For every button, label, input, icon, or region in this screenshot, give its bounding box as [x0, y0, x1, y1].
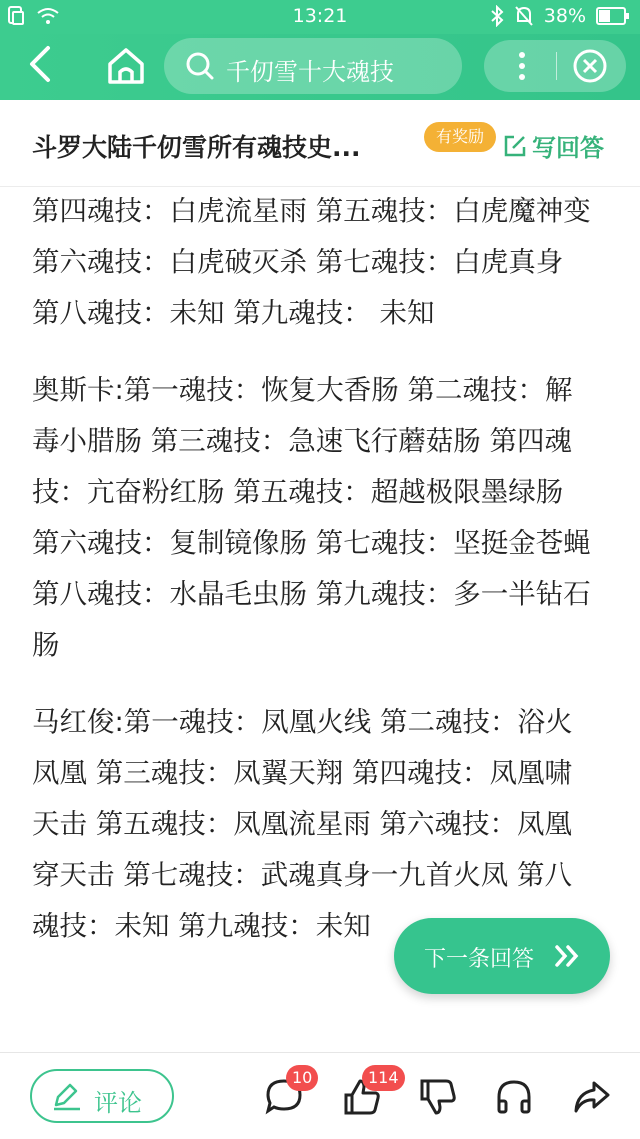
home-icon[interactable] [104, 46, 148, 86]
dislike-icon[interactable] [418, 1077, 458, 1117]
next-answer-button[interactable] [394, 918, 610, 994]
answer-paragraph: 第四魂技：白虎流星雨 第五魂技：白虎魔神变 第六魂技：白虎破灭杀 第七魂技：白虎真身 第八魂技：未知 第九魂技： 未知 [32, 195, 591, 329]
clock: 13:21 [292, 5, 348, 27]
mute-bell-icon [514, 5, 534, 27]
search-icon [186, 52, 214, 80]
headphones-icon[interactable] [494, 1077, 534, 1117]
bottom-bar [0, 1052, 640, 1139]
write-answer-label: 写回答 [532, 134, 604, 162]
answer-paragraph: 奥斯卡:第一魂技：恢复大香肠 第二魂技：解毒小腊肠 第三魂技：急速飞行蘑菇肠 第四魂技：亢奋粉红肠 第五魂技：超越极限墨绿肠 第六魂技：复制镜像肠 第七魂技：坚挺金苍蝇 第八魂技：水晶毛虫肠 第九魂技：多一半钻石肠 [32, 374, 591, 661]
comment-button[interactable] [30, 1069, 174, 1123]
comment-label: 评论 [94, 1089, 142, 1117]
search-query[interactable]: 千仞雪十大魂技 [226, 58, 394, 86]
comment-count-badge: 10 [286, 1065, 318, 1091]
next-answer-label: 下一条回答 [424, 947, 535, 972]
battery-percent: 38% [543, 5, 586, 27]
answer-paragraph: 马红俊:第一魂技：凤凰火线 第二魂技：浴火凤凰 第三魂技：凤翼天翔 第四魂技：凤凰啸天击 第五魂技：凤凰流星雨 第六魂技：凤凰穿天击 第七魂技：武魂真身一九首火凤 第八魂技：未知 第九魂技：未知 [32, 706, 573, 942]
like-count-badge: 114 [362, 1065, 405, 1091]
nav-bar [0, 34, 640, 100]
double-chevron-icon [554, 944, 580, 968]
edit-icon [504, 135, 526, 157]
answer-content [32, 186, 592, 978]
status-bar [0, 0, 640, 34]
back-icon[interactable] [22, 44, 62, 84]
close-icon[interactable] [572, 48, 608, 84]
question-header [0, 100, 640, 187]
pen-icon [52, 1083, 82, 1111]
more-icon[interactable] [512, 50, 532, 82]
reward-badge: 有奖励 [424, 122, 496, 152]
nav-actions [484, 40, 626, 92]
divider [556, 52, 557, 80]
write-answer-button[interactable] [504, 128, 604, 163]
battery-icon [596, 7, 630, 25]
question-title[interactable]: 斗罗大陆千仞雪所有魂技史... [32, 133, 361, 162]
bluetooth-icon [490, 5, 504, 27]
search-box[interactable] [164, 38, 462, 94]
share-icon[interactable] [572, 1077, 612, 1117]
